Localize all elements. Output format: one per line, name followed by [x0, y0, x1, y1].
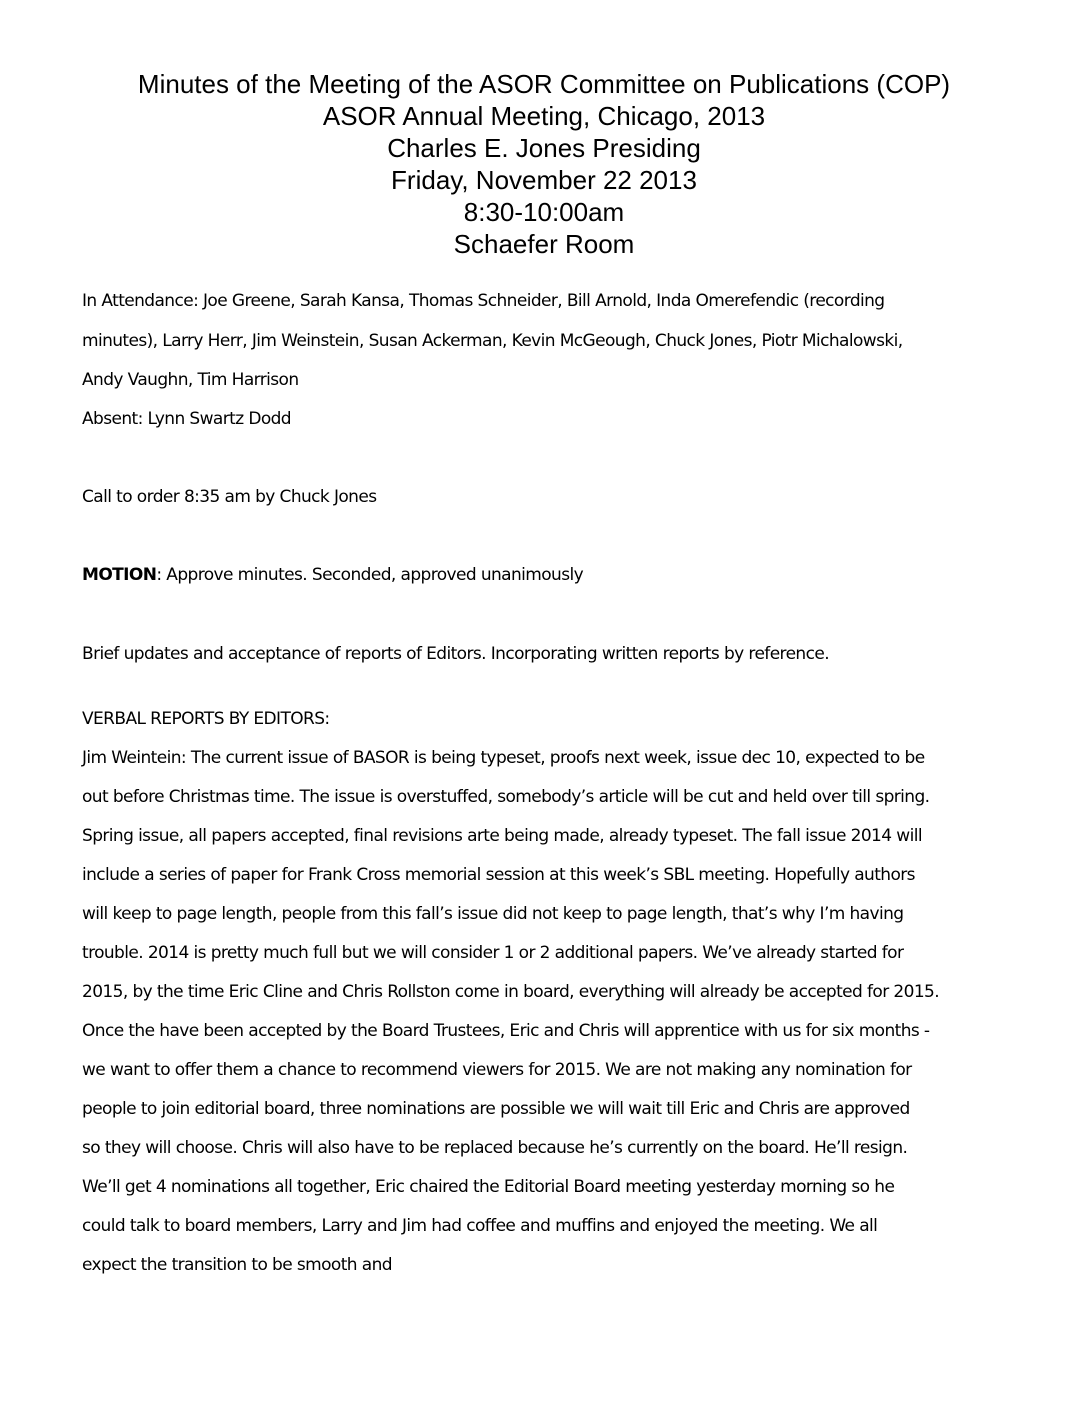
document-header [0, 68, 1088, 260]
header-title: Minutes of the Meeting of the ASOR Committee on Publications (COP) [137, 69, 951, 99]
attendance-line: In Attendance: Joe Greene, Sarah Kansa, Thomas Schneider, Bill Arnold, Inda Omerefendic (recording [82, 291, 885, 311]
verbal-reports-heading: VERBAL REPORTS BY EDITORS: [82, 709, 330, 729]
report-line: will keep to page length, people from this fall’s issue did not keep to page length, that’s why I’m having [82, 904, 904, 924]
motion-line [82, 565, 583, 585]
report-line: we want to offer them a chance to recommend viewers for 2015. We are not making any nomination for [82, 1060, 912, 1080]
attendance-line: minutes), Larry Herr, Jim Weinstein, Susan Ackerman, Kevin McGeough, Chuck Jones, Piotr Michalowski, [82, 331, 903, 351]
report-line: expect the transition to be smooth and [82, 1255, 392, 1275]
attendance-line: Andy Vaughn, Tim Harrison [82, 370, 299, 390]
header-meeting: ASOR Annual Meeting, Chicago, 2013 [322, 101, 766, 131]
header-date: Friday, November 22 2013 [391, 165, 697, 195]
report-line: could talk to board members, Larry and Jim had coffee and muffins and enjoyed the meeting. We all [82, 1216, 878, 1236]
report-line: include a series of paper for Frank Cross memorial session at this week’s SBL meeting. Hopefully authors [82, 865, 915, 885]
header-room: Schaefer Room [453, 229, 635, 259]
updates-line: Brief updates and acceptance of reports of Editors. Incorporating written reports by reference. [82, 644, 830, 664]
motion-text: : Approve minutes. Seconded, approved unanimously [156, 565, 584, 585]
absent-line: Absent: Lynn Swartz Dodd [82, 409, 291, 429]
report-line: Jim Weintein: The current issue of BASOR is being typeset, proofs next week, issue dec 10, expected to be [82, 748, 925, 768]
report-line: 2015, by the time Eric Cline and Chris Rollston come in board, everything will already be accepted for 2015. [82, 982, 940, 1002]
header-time: 8:30-10:00am [463, 197, 625, 227]
header-presiding: Charles E. Jones Presiding [387, 133, 701, 163]
report-line: out before Christmas time. The issue is overstuffed, somebody’s article will be cut and held over till spring. [82, 787, 930, 807]
report-line: trouble. 2014 is pretty much full but we will consider 1 or 2 additional papers. We’ve already started for [82, 943, 904, 963]
call-to-order: Call to order 8:35 am by Chuck Jones [82, 487, 377, 507]
report-line: Once the have been accepted by the Board Trustees, Eric and Chris will apprentice with us for six months - [82, 1021, 930, 1041]
motion-label: MOTION [82, 565, 157, 585]
report-line: so they will choose. Chris will also have to be replaced because he’s currently on the board. He’ll resign. [82, 1138, 908, 1158]
report-line: people to join editorial board, three nominations are possible we will wait till Eric and Chris are approved [82, 1099, 910, 1119]
report-line: Spring issue, all papers accepted, final revisions arte being made, already typeset. The fall issue 2014 will [82, 826, 922, 846]
report-line: We’ll get 4 nominations all together, Eric chaired the Editorial Board meeting yesterday morning so he [82, 1177, 895, 1197]
